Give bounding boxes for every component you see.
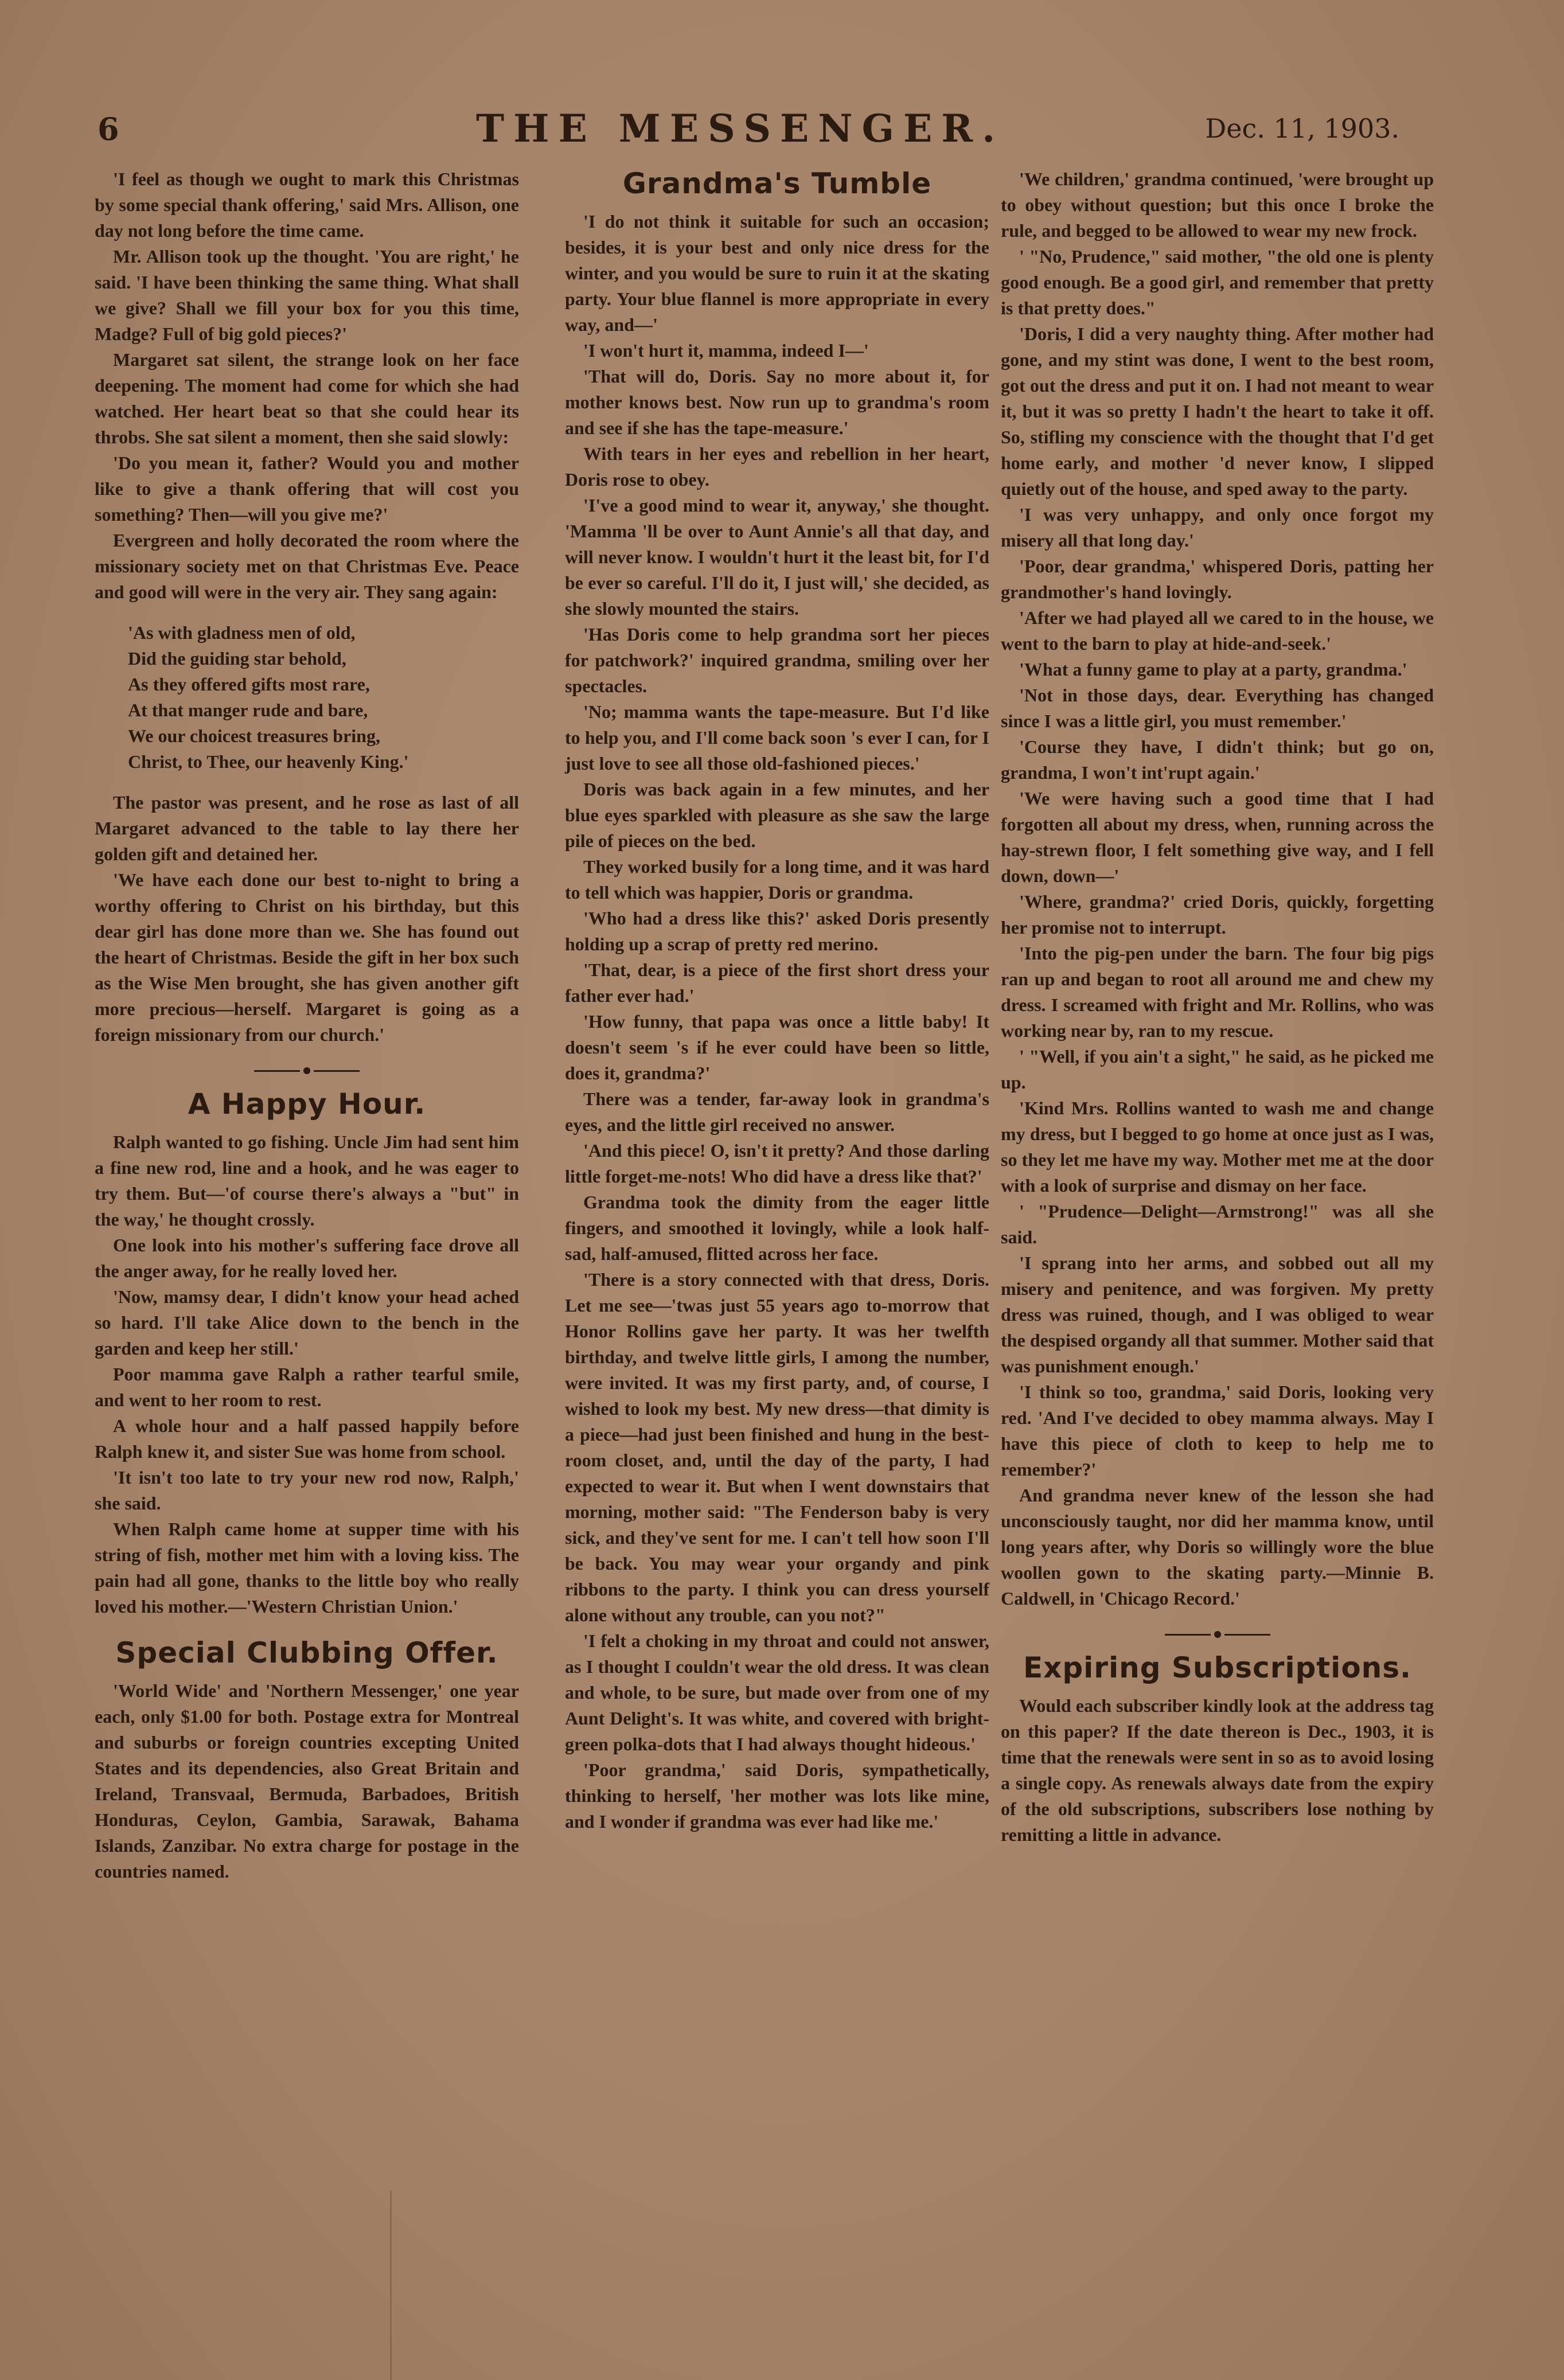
paragraph: Doris was back again in a few minutes, and her blue eyes sparkled with pleasure as she saw the large pile of pieces on the bed.: [565, 779, 989, 851]
paragraph: They worked busily for a long time, and it was hard to tell which was happier, Doris or grandma.: [565, 856, 989, 903]
paragraph: 'Into the pig-pen under the barn. The four big pigs ran up and began to root all around me and chew my dress. I screamed with fright and Mr. Rollins, who was working near by, ran to my rescue.: [1001, 943, 1434, 1041]
clubbing-offer: [95, 1678, 519, 1885]
paragraph: 'It isn't too late to try your new rod now, Ralph,' she said.: [95, 1467, 519, 1513]
grandmas-tumble-title: Grandma's Tumble: [622, 167, 932, 200]
paragraph: 'Poor, dear grandma,' whispered Doris, patting her grandmother's hand lovingly.: [1001, 556, 1434, 602]
poem-line: As they offered gifts most rare,: [128, 674, 370, 695]
paragraph: 'We have each done our best to-night to bring a worthy offering to Christ on his birthday, but this dear girl has done more than we. She has found out the heart of Christmas. Beside the gift in her box such as the Wise Men brought, she has given another gift more precious—herself. Margaret is going as a foreign missionary from our church.': [95, 869, 519, 1045]
paragraph: Would each subscriber kindly look at the address tag on this paper? If the date thereon is Dec., 1903, it is time that the renewals were sent in so as to avoid losing a single copy. As renewals always date from the expiry of the old subscriptions, subscribers lose nothing by remitting a little in advance.: [1001, 1695, 1434, 1845]
paragraph: Ralph wanted to go fishing. Uncle Jim had sent him a fine new rod, line and a hook, and he was eager to try them. But—'of course there's always a "but" in the way,' he thought crossly.: [95, 1132, 519, 1230]
grandmas-tumble-continued: [1001, 166, 1434, 1612]
paragraph: 'There is a story connected with that dress, Doris. Let me see—'twas just 55 years ago to-morrow that Honor Rollins gave her party. It was her twelfth birthday, and twelve little girls, I among the number, were invited. It was my first party, and, of course, I wished to look my best. My new dress—that dimity is a piece—had just been finished and hung in the best-room closet, and, until the day of the party, I had expected to wear it. But when I went downstairs that morning, mother said: "The Fenderson baby is very sick, and they've sent for me. I can't tell how soon I'll be back. You may wear your organdy and pink ribbons to the party. I think you can dress yourself alone without any trouble, can you not?": [565, 1269, 989, 1625]
paragraph: 'Kind Mrs. Rollins wanted to wash me and change my dress, but I begged to go home at once just as I was, so they let me have my way. Mother met me at the door with a look of surprise and dismay on her face.: [1001, 1098, 1434, 1196]
paragraph: 'We were having such a good time that I had forgotten all about my dress, when, running across the hay-strewn floor, I felt something give way, and I fell down, down—': [1001, 788, 1434, 886]
paragraph: 'I was very unhappy, and only once forgot my misery all that long day.': [1001, 504, 1434, 551]
paragraph: A whole hour and a half passed happily before Ralph knew it, and sister Sue was home from school.: [95, 1415, 519, 1462]
paragraph: 'Now, mamsy dear, I didn't know your head ached so hard. I'll take Alice down to the bench in the garden and keep her still.': [95, 1286, 519, 1359]
paragraph: 'Who had a dress like this?' asked Doris presently holding up a scrap of pretty red merino.: [565, 908, 989, 954]
paragraph: 'World Wide' and 'Northern Messenger,' one year each, only $1.00 for both. Postage extra for Montreal and suburbs or foreign countries excepting United States and its dependencies, also Great Britain and Ireland, Transvaal, Bermuda, Barbadoes, British Honduras, Ceylon, Gambia, Sarawak, Bahama Islands, Zanzibar. No extra charge for postage in the countries named.: [95, 1680, 519, 1882]
paragraph: Mr. Allison took up the thought. 'You are right,' he said. 'I have been thinking the same thing. What shall we give? Shall we fill your box for you this time, Madge? Full of big gold pieces?': [95, 246, 519, 344]
christmas-story: [95, 166, 519, 1048]
paragraph: 'Poor grandma,' said Doris, sympathetically, thinking to herself, 'her mother was lots like mine, and I wonder if grandma was ever had like me.': [565, 1759, 989, 1832]
paragraph: 'I won't hurt it, mamma, indeed I—': [583, 340, 869, 361]
paragraph: 'Doris, I did a very naughty thing. After mother had gone, and my stint was done, I went to the best room, got out the dress and put it on. I had not meant to wear it, but it was so pretty I hadn't the heart to take it off. So, stifling my conscience with the thought that I'd get home early, and mother 'd never know, I slipped quietly out of the house, and sped away to the party.: [1001, 323, 1434, 499]
paragraph: 'I do not think it suitable for such an occasion; besides, it is your best and only nice dress for the winter, and you would be sure to ruin it at the skating party. Your blue flannel is more appropriate in every way, and—': [565, 211, 989, 335]
clubbing-offer-title: Special Clubbing Offer.: [115, 1636, 498, 1669]
paragraph: Poor mamma gave Ralph a rather tearful smile, and went to her room to rest.: [95, 1364, 519, 1410]
happy-hour-title: A Happy Hour.: [188, 1087, 426, 1121]
paragraph: When Ralph came home at supper time with his string of fish, mother met him with a loving kiss. The pain had all gone, thanks to the little boy who really loved his mother.—'Western Christian Union.': [95, 1519, 519, 1617]
section-divider: [95, 1062, 519, 1079]
expiring-subscriptions: [1001, 1693, 1434, 1848]
issue-date: Dec. 11, 1903.: [1205, 113, 1399, 144]
paragraph: Grandma took the dimity from the eager little fingers, and smoothed it lovingly, while a look half-sad, half-amused, flitted across her face.: [565, 1192, 989, 1264]
paragraph: 'Do you mean it, father? Would you and mother like to give a thank offering that will cost you something? Then—will you give me?': [95, 452, 519, 525]
paragraph: 'That, dear, is a piece of the first short dress your father ever had.': [565, 959, 989, 1006]
poem-line: At that manger rude and bare,: [128, 700, 368, 720]
section-divider: [1001, 1625, 1434, 1642]
paragraph: 'Not in those days, dear. Everything has changed since I was a little girl, you must remember.': [1001, 685, 1434, 731]
paragraph: One look into his mother's suffering face drove all the anger away, for he really loved her.: [95, 1235, 519, 1281]
paragraph: 'I think so too, grandma,' said Doris, looking very red. 'And I've decided to obey mamma always. May I have this piece of cloth to keep to help me to remember?': [1001, 1382, 1434, 1480]
column-2: [565, 166, 989, 1835]
paragraph: 'After we had played all we cared to in the house, we went to the barn to play at hide-and-seek.': [1001, 607, 1434, 654]
paragraph: 'I feel as though we ought to mark this Christmas by some special thank offering,' said Mrs. Allison, one day not long before the time came.: [95, 169, 519, 241]
paragraph: 'That will do, Doris. Say no more about it, for mother knows best. Now run up to grandma's room and see if she has the tape-measure.': [565, 366, 989, 438]
paragraph: 'Has Doris come to help grandma sort her pieces for patchwork?' inquired grandma, smiling over her spectacles.: [565, 624, 989, 696]
paragraph: 'I sprang into her arms, and sobbed out all my misery and penitence, and was forgiven. My pretty dress was ruined, though, and I was obliged to wear the despised organdy all that summer. Mother said that was punishment enough.': [1001, 1253, 1434, 1376]
paragraph: 'Course they have, I didn't think; but go on, grandma, I won't int'rupt again.': [1001, 736, 1434, 783]
paragraph: 'I felt a choking in my throat and could not answer, as I thought I couldn't wear the old dress. It was clean and whole, to be sure, but made over from one of my Aunt Delight's. It was white, and covered with bright-green polka-dots that I had always thought hideous.': [565, 1630, 989, 1754]
paragraph: 'I've a good mind to wear it, anyway,' she thought. 'Mamma 'll be over to Aunt Annie's all that day, and will never know. I wouldn't hurt it the least bit, for I'd be ever so careful. I'll do it, I just will,' she decided, as she slowly mounted the stairs.: [565, 495, 989, 619]
paragraph: With tears in her eyes and rebellion in her heart, Doris rose to obey.: [565, 443, 989, 490]
poem-line: Christ, to Thee, our heavenly King.': [128, 751, 409, 772]
paragraph: 'Where, grandma?' cried Doris, quickly, forgetting her promise not to interrupt.: [1001, 891, 1434, 938]
paragraph: Evergreen and holly decorated the room where the missionary society met on that Christmas Eve. Peace and good will were in the very air. They sang again:: [95, 530, 519, 602]
hymn-verse: [128, 620, 519, 775]
expiring-subscriptions-title: Expiring Subscriptions.: [1023, 1651, 1412, 1684]
paragraph: 'We children,' grandma continued, 'were brought up to obey without question; but this once I broke the rule, and begged to be allowed to wear my new frock.: [1001, 169, 1434, 241]
paragraph: Margaret sat silent, the strange look on her face deepening. The moment had come for which she had watched. Her heart beat so that she could hear its throbs. She sat silent a moment, then she said slowly:: [95, 349, 519, 447]
paragraph: 'What a funny game to play at a party, grandma.': [1019, 659, 1407, 680]
paragraph: ' "Well, if you ain't a sight," he said, as he picked me up.: [1001, 1046, 1434, 1093]
paragraph: 'And this piece! O, isn't it pretty? And those darling little forget-me-nots! Who did have a dress like that?': [565, 1140, 989, 1187]
poem-line: 'As with gladness men of old,: [128, 622, 356, 643]
paragraph: There was a tender, far-away look in grandma's eyes, and the little girl received no answer.: [565, 1088, 989, 1135]
page-fold-mark: [390, 2191, 392, 2380]
masthead-title: THE MESSENGER.: [476, 106, 1005, 151]
paragraph: ' "Prudence—Delight—Armstrong!" was all she said.: [1001, 1201, 1434, 1247]
page-header: [97, 106, 1417, 158]
paragraph: ' "No, Prudence," said mother, "the old one is plenty good enough. Be a good girl, and remember that pretty is that pretty does.": [1001, 246, 1434, 318]
page-number: 6: [97, 111, 119, 147]
paragraph: 'How funny, that papa was once a little baby! It doesn't seem 's if he ever could have been so little, does it, grandma?': [565, 1011, 989, 1083]
poem-line: Did the guiding star behold,: [128, 648, 346, 669]
column-3: [1001, 166, 1434, 1848]
happy-hour-story: [95, 1129, 519, 1620]
paragraph: The pastor was present, and he rose as last of all Margaret advanced to the table to lay there her golden gift and detained her.: [95, 792, 519, 864]
poem-line: We our choicest treasures bring,: [128, 725, 380, 746]
grandmas-tumble-story: [565, 209, 989, 1835]
paragraph: And grandma never knew of the lesson she had unconsciously taught, nor did her mamma know, until long years after, why Doris so willingly wore the blue woollen gown to the skating party.—Minnie B. Caldwell, in 'Chicago Record.': [1001, 1485, 1434, 1609]
column-1: [95, 166, 519, 1885]
paragraph: 'No; mamma wants the tape-measure. But I'd like to help you, and I'll come back soon 's ever I can, for I just love to see all those old-fashioned pieces.': [565, 701, 989, 774]
